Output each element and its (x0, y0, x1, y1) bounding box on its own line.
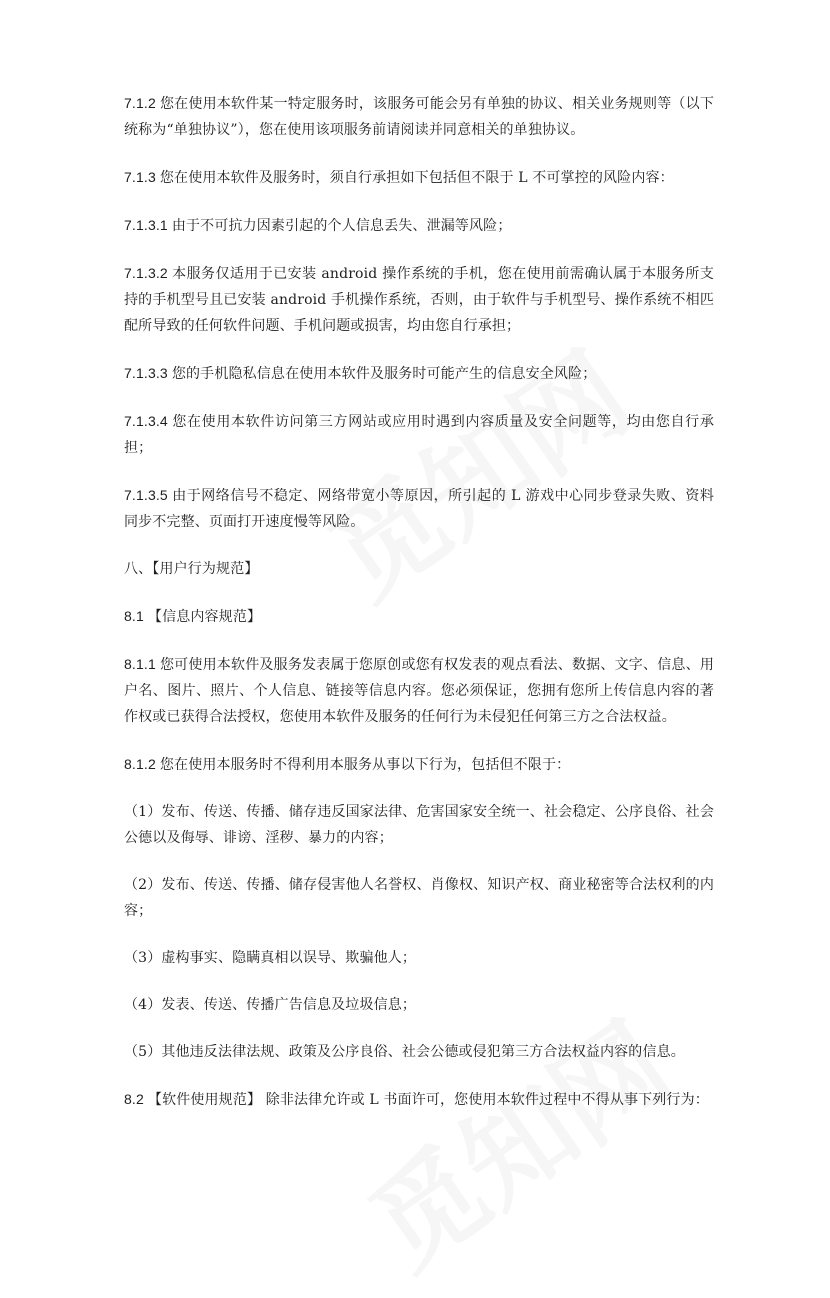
list-item-5 (124, 1039, 714, 1065)
document-body (124, 90, 714, 1134)
list-item-text: （5）其他违反法律法规、政策及公序良俗、社会公德或侵犯第三方合法权益内容的信息。 (124, 1044, 685, 1060)
list-item-text: （2）发布、传送、传播、储存侵害他人名誉权、肖像权、知识产权、商业秘密等合法权利的内容； (124, 877, 714, 919)
clause-8-1-2 (124, 751, 714, 778)
list-item-1 (124, 799, 714, 851)
clause-number: 7.1.3 (124, 169, 156, 185)
clause-7-1-3-1 (124, 212, 714, 239)
clause-7-1-3 (124, 164, 714, 191)
clause-8-1-1 (124, 651, 714, 730)
clause-text: 您在使用本软件某一特定服务时，该服务可能会另有单独的协议、相关业务规则等（以下统称为“单独协议”），您在使用该项服务前请阅读并同意相关的单独协议。 (124, 96, 714, 138)
clause-number: 8.1 (124, 608, 144, 624)
clause-8-2 (124, 1086, 714, 1113)
list-item-text: （3）虚构事实、隐瞒真相以误导、欺骗他人； (124, 950, 417, 966)
clause-number: 7.1.3.5 (124, 487, 168, 503)
clause-number: 8.2 (124, 1091, 144, 1107)
clause-number: 8.1.1 (124, 656, 156, 672)
clause-text: 由于网络信号不稳定、网络带宽小等原因，所引起的 L 游戏中心同步登录失败、资料同步不完整、页面打开速度慢等风险。 (124, 488, 714, 530)
clause-number: 7.1.3.3 (124, 365, 168, 381)
clause-text: 您可使用本软件及服务发表属于您原创或您有权发表的观点看法、数据、文字、信息、用户名、图片、照片、个人信息、链接等信息内容。您必须保证，您拥有您所上传信息内容的著作权或已获得合法授权，您使用本软件及服务的任何行为未侵犯任何第三方之合法权益。 (124, 657, 714, 725)
clause-8-1 (124, 603, 714, 630)
list-item-2 (124, 872, 714, 924)
list-item-3 (124, 945, 714, 971)
clause-number: 7.1.2 (124, 95, 156, 111)
clause-7-1-3-3 (124, 360, 714, 387)
clause-7-1-2 (124, 90, 714, 143)
clause-7-1-3-5 (124, 482, 714, 535)
clause-number: 8.1.2 (124, 756, 156, 772)
clause-text: 您在使用本软件及服务时，须自行承担如下包括但不限于 L 不可掌控的风险内容： (159, 170, 674, 186)
clause-number: 7.1.3.4 (124, 413, 168, 429)
clause-text: 您在使用本软件访问第三方网站或应用时遇到内容质量及安全问题等，均由您自行承担； (124, 414, 714, 456)
list-item-text: （4）发表、传送、传播广告信息及垃圾信息； (124, 997, 417, 1013)
list-item-4 (124, 992, 714, 1018)
clause-text: 您的手机隐私信息在使用本软件及服务时可能产生的信息安全风险； (171, 366, 597, 382)
clause-text: 由于不可抗力因素引起的个人信息丢失、泄漏等风险； (171, 218, 512, 234)
clause-text: 您在使用本服务时不得利用本服务从事以下行为，包括但不限于： (159, 757, 571, 773)
section-heading-text: 八、【用户行为规范】 (124, 561, 259, 577)
list-item-text: （1）发布、传送、传播、储存违反国家法律、危害国家安全统一、社会稳定、公序良俗、社会公德以及侮辱、诽谤、淫秽、暴力的内容； (124, 804, 714, 846)
clause-text: 【信息内容规范】 (147, 609, 262, 625)
clause-number: 7.1.3.1 (124, 217, 168, 233)
clause-7-1-3-4 (124, 408, 714, 461)
clause-number: 7.1.3.2 (124, 265, 168, 281)
clause-text: 【软件使用规范】 除非法律允许或 L 书面许可，您使用本软件过程中不得从事下列行为： (147, 1092, 709, 1108)
clause-7-1-3-2 (124, 260, 714, 339)
clause-text: 本服务仅适用于已安装 android 操作系统的手机，您在使用前需确认属于本服务所支持的手机型号且已安装 android 手机操作系统，否则，由于软件与手机型号、操作系统不相匹配所导致的任何软件问题、手机问题或损害，均由您自行承担； (124, 266, 714, 334)
section-heading-8 (124, 556, 714, 582)
